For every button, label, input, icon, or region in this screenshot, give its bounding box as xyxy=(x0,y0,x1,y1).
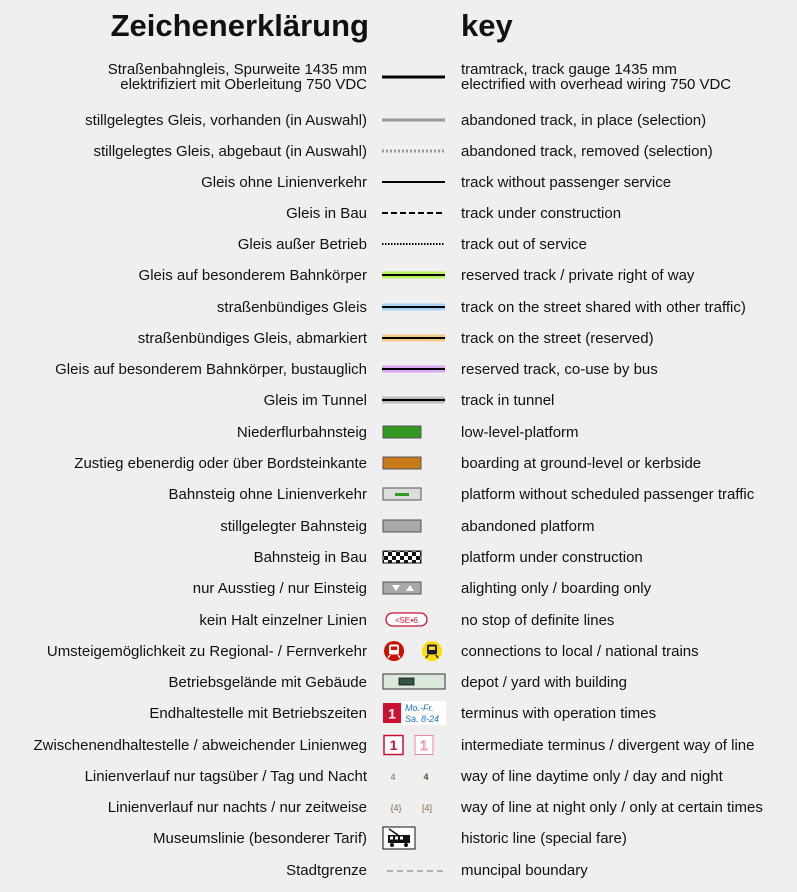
svg-text:{4}: {4} xyxy=(390,803,402,813)
platform-no-service-symbol xyxy=(380,481,448,507)
label-de: Straßenbahngleis, Spurweite 1435 mm elektrifiziert mit Oberleitung 750 VDC xyxy=(107,61,367,93)
legend-row-depot xyxy=(0,669,797,695)
label-en: track in tunnel xyxy=(461,391,555,409)
label-de: stillgelegtes Gleis, vorhanden (in Auswahl) xyxy=(85,111,367,129)
bus-track-symbol xyxy=(380,356,448,382)
svg-text:<5E•6: <5E•6 xyxy=(394,615,419,625)
label-en: track without passenger service xyxy=(461,173,672,191)
svg-text:Mo.-Fr.: Mo.-Fr. xyxy=(405,703,434,713)
label-en: way of line daytime only / day and night xyxy=(461,767,723,785)
label-de: straßenbündiges Gleis, abmarkiert xyxy=(137,329,367,347)
intermediate-terminus-symbol xyxy=(380,732,448,758)
depot-symbol xyxy=(380,669,448,695)
label-de: Zwischenendhaltestelle / abweichender Linienweg xyxy=(33,736,367,754)
label-de: Endhaltestelle mit Betriebszeiten xyxy=(149,704,367,722)
label-en: abandoned track, removed (selection) xyxy=(461,142,713,160)
label-en: track on the street shared with other traffic) xyxy=(461,298,746,316)
tramtrack-symbol xyxy=(380,64,448,90)
legend-row-lowfloor xyxy=(0,419,797,445)
label-de: stillgelegtes Gleis, abgebaut (in Auswahl) xyxy=(93,142,367,160)
label-en: abandoned track, in place (selection) xyxy=(461,111,707,129)
legend-row-boundary xyxy=(0,857,797,883)
label-de: Gleis auf besonderem Bahnkörper xyxy=(138,266,367,284)
label-de: nur Ausstieg / nur Einsteig xyxy=(192,579,367,597)
svg-text:Sa. 8-24: Sa. 8-24 xyxy=(405,714,440,724)
lowfloor-platform-symbol xyxy=(380,419,448,445)
legend-row-daytime xyxy=(0,763,797,789)
label-en: depot / yard with building xyxy=(461,673,627,691)
legend-row-tramtrack xyxy=(0,61,797,93)
label-en: reserved track / private right of way xyxy=(461,266,695,284)
label-en: terminus with operation times xyxy=(461,704,657,722)
street-track-symbol xyxy=(380,294,448,320)
reserved-track-symbol xyxy=(380,262,448,288)
museum-tram-icon xyxy=(380,825,448,851)
legend-row-tunnel xyxy=(0,387,797,413)
legend-row-kerbside xyxy=(0,450,797,476)
abandoned-track-symbol xyxy=(380,107,448,133)
legend-row-reserved xyxy=(0,262,797,288)
label-en: track under construction xyxy=(461,204,622,222)
kerbside-platform-symbol xyxy=(380,450,448,476)
label-en: reserved track, co-use by bus xyxy=(461,360,658,378)
label-en: platform without scheduled passenger traffic xyxy=(461,485,755,503)
label-en: tramtrack, track gauge 1435 mm electrified with overhead wiring 750 VDC xyxy=(461,61,732,93)
label-en: muncipal boundary xyxy=(461,861,588,879)
construction-track-symbol xyxy=(380,200,448,226)
legend-row-terminus xyxy=(0,700,797,726)
train-connection-icons xyxy=(380,638,448,664)
legend-row-night xyxy=(0,794,797,820)
legend-row-train-connections xyxy=(0,638,797,664)
label-en: boarding at ground-level or kerbside xyxy=(461,454,702,472)
label-de: Gleis in Bau xyxy=(286,204,367,222)
svg-text:1: 1 xyxy=(389,737,398,753)
legend-row-museum xyxy=(0,825,797,851)
removed-track-symbol xyxy=(380,138,448,164)
svg-text:4: 4 xyxy=(390,772,396,782)
title-german: Zeichenerklärung xyxy=(110,8,369,43)
boundary-symbol xyxy=(380,857,448,883)
label-de: Niederflurbahnsteig xyxy=(236,423,367,441)
label-en: abandoned platform xyxy=(461,517,595,535)
legend-row-abandoned-removed xyxy=(0,138,797,164)
legend-row-platform-no-service xyxy=(0,481,797,507)
svg-text:4: 4 xyxy=(423,772,429,782)
label-de: Gleis ohne Linienverkehr xyxy=(201,173,367,191)
label-en: track out of service xyxy=(461,235,587,253)
night-line-symbol xyxy=(380,794,448,820)
svg-text:1: 1 xyxy=(388,705,396,722)
label-de: straßenbündiges Gleis xyxy=(216,298,367,316)
label-en: platform under construction xyxy=(461,548,643,566)
legend-row-no-service xyxy=(0,169,797,195)
label-de: Gleis außer Betrieb xyxy=(237,235,367,253)
label-en: alighting only / boarding only xyxy=(461,579,652,597)
legend-row-platform-construction xyxy=(0,544,797,570)
label-en: intermediate terminus / divergent way of line xyxy=(461,736,755,754)
track-no-service-symbol xyxy=(380,169,448,195)
label-en: connections to local / national trains xyxy=(461,642,699,660)
label-de: Linienverlauf nur tagsüber / Tag und Nacht xyxy=(84,767,367,785)
alighting-boarding-symbol xyxy=(380,575,448,601)
legend-row-alighting-boarding xyxy=(0,575,797,601)
label-de: Gleis im Tunnel xyxy=(263,391,367,409)
legend-row-intermediate-terminus xyxy=(0,732,797,758)
no-stop-symbol xyxy=(380,607,448,633)
abandoned-platform-symbol xyxy=(380,513,448,539)
legend-row-street xyxy=(0,294,797,320)
national-train-icon xyxy=(422,641,442,661)
label-de: Gleis auf besonderem Bahnkörper, bustauglich xyxy=(55,360,367,378)
label-de: Bahnsteig ohne Linienverkehr xyxy=(168,485,367,503)
daytime-line-symbol xyxy=(380,763,448,789)
street-marked-track-symbol xyxy=(380,325,448,351)
checkered-platform-symbol xyxy=(380,544,448,570)
legend-row-bus xyxy=(0,356,797,382)
label-de: Bahnsteig in Bau xyxy=(253,548,367,566)
out-of-service-track-symbol xyxy=(380,231,448,257)
legend-row-abandoned-platform xyxy=(0,513,797,539)
terminus-symbol xyxy=(380,700,448,726)
label-de: kein Halt einzelner Linien xyxy=(199,611,367,629)
label-de: Stadtgrenze xyxy=(286,861,367,879)
label-de: Umsteigemöglichkeit zu Regional- / Fernverkehr xyxy=(46,642,367,660)
label-de: Museumslinie (besonderer Tarif) xyxy=(153,829,367,847)
tunnel-track-symbol xyxy=(380,387,448,413)
label-de: Zustieg ebenerdig oder über Bordsteinkante xyxy=(74,454,367,472)
local-train-icon xyxy=(384,641,404,661)
label-de: Betriebsgelände mit Gebäude xyxy=(168,673,367,691)
title-english: key xyxy=(461,8,513,43)
label-en: historic line (special fare) xyxy=(461,829,627,847)
svg-text:[4]: [4] xyxy=(421,803,433,813)
label-en: low-level-platform xyxy=(461,423,579,441)
label-de: stillgelegter Bahnsteig xyxy=(220,517,367,535)
label-de: Linienverlauf nur nachts / nur zeitweise xyxy=(107,798,367,816)
legend-row-out-of-service xyxy=(0,231,797,257)
label-en: track on the street (reserved) xyxy=(461,329,654,347)
legend-row-construction xyxy=(0,200,797,226)
svg-text:1: 1 xyxy=(420,737,428,753)
label-en: way of line at night only / only at certain times xyxy=(461,798,763,816)
legend-row-no-stop xyxy=(0,607,797,633)
legend-row-abandoned-in-place xyxy=(0,107,797,133)
legend-row-street-marked xyxy=(0,325,797,351)
label-en: no stop of definite lines xyxy=(461,611,615,629)
